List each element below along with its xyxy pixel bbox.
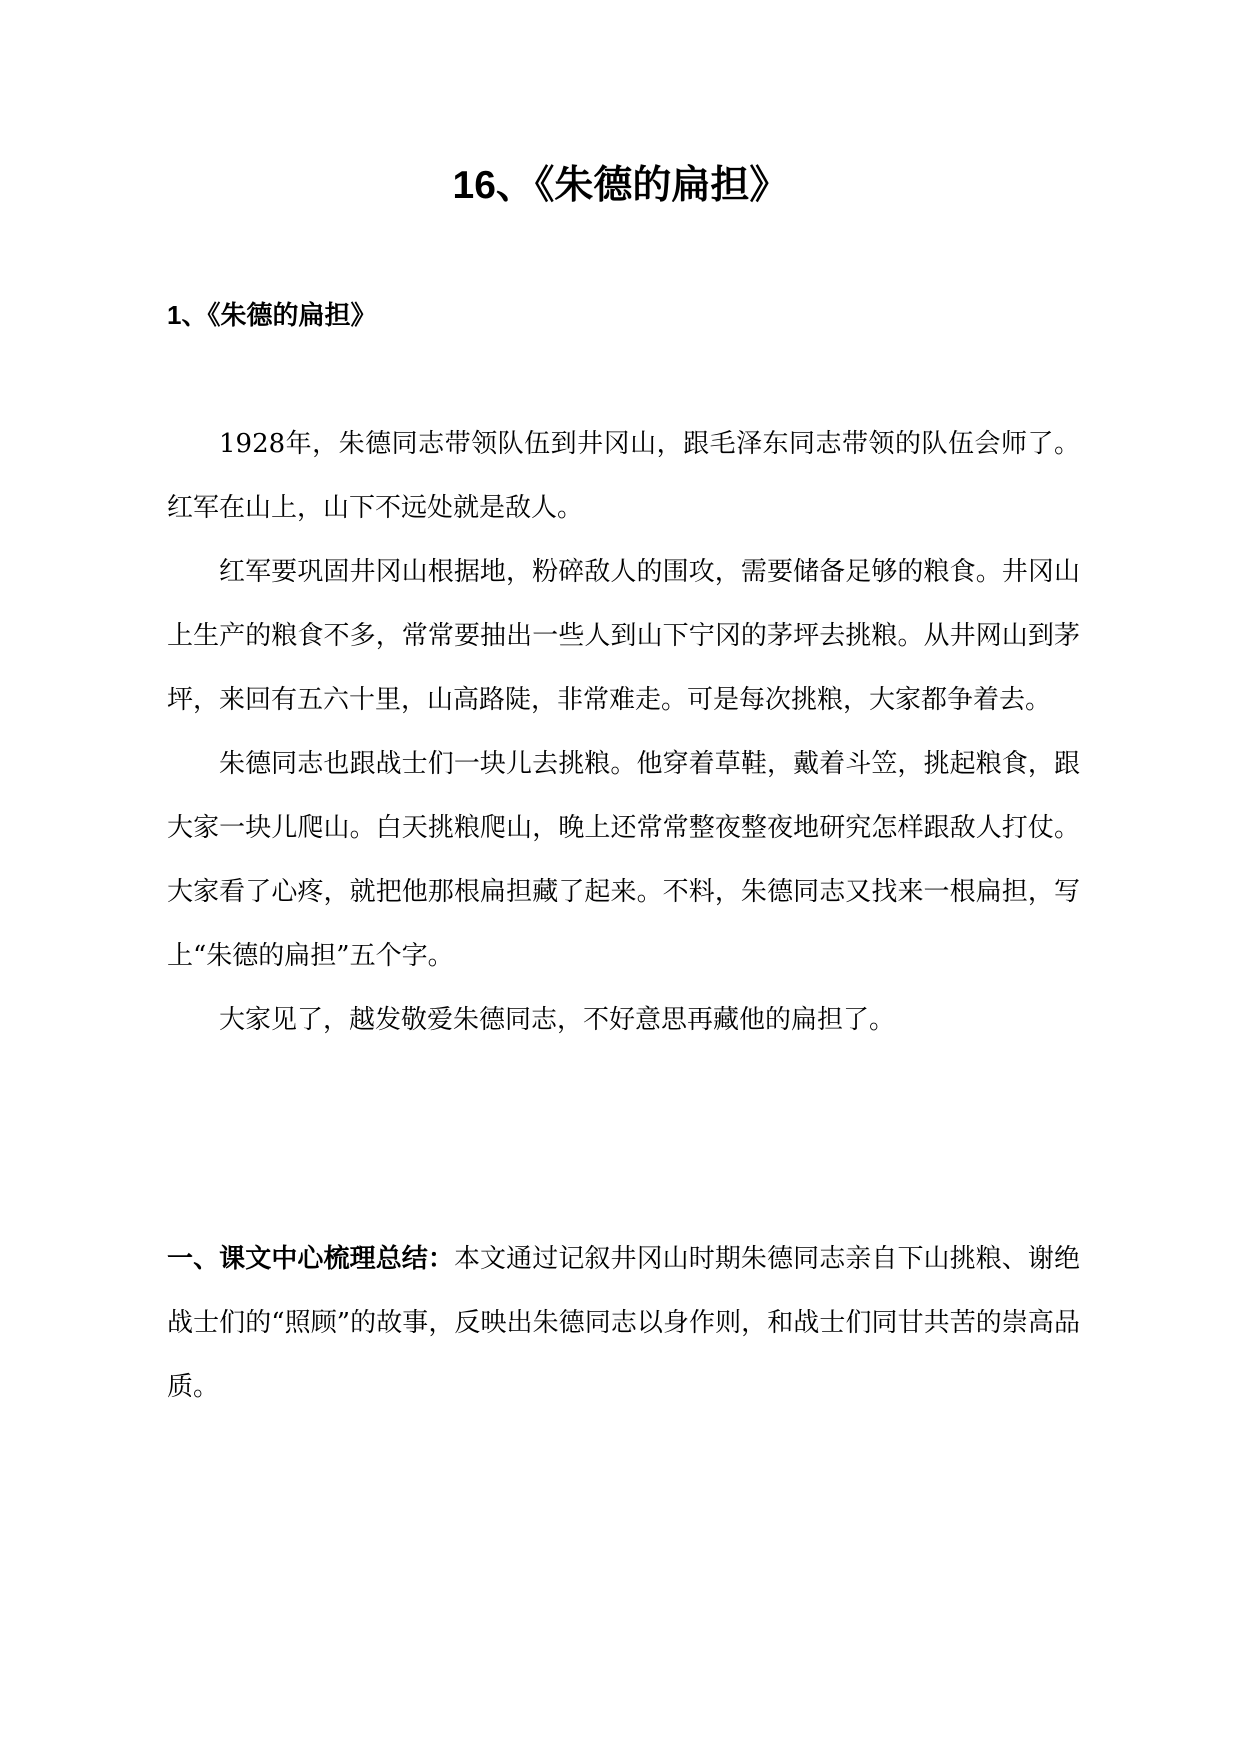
paragraph-1: 1928年，朱德同志带领队伍到井冈山，跟毛泽东同志带领的队伍会师了。红军在山上，山下不远处就是敌人。 [167,429,1080,523]
summary-block [167,1226,1080,1419]
summary-paragraph [167,1226,1080,1419]
story-text [167,412,1080,1052]
page-title: 16、《朱德的扁担》 [452,164,789,207]
paragraph-3: 朱德同志也跟战士们一块儿去挑粮。他穿着草鞋，戴着斗笠，挑起粮食，跟大家一块儿爬山。白天挑粮爬山，晚上还常常整夜整夜地研究怎样跟敌人打仗。大家看了心疼，就把他那根扁担藏了起来。不料，朱德同志又找来一根扁担，写上“朱德的扁担”五个字。 [167,749,1080,971]
section-heading: 1、《朱德的扁担》 [167,300,377,330]
paragraph-4: 大家见了，越发敬爱朱德同志，不好意思再藏他的扁担了。 [219,1005,896,1035]
summary-label: 一、课文中心梳理总结： [167,1243,454,1273]
summary-text: 本文通过记叙井冈山时期朱德同志亲自下山挑粮、谢绝战士们的“照顾”的故事，反映出朱德同志以身作则，和战士们同甘共苦的崇高品质。 [167,1244,1080,1402]
paragraph-2: 红军要巩固井冈山根据地，粉碎敌人的围攻，需要储备足够的粮食。井冈山上生产的粮食不多，常常要抽出一些人到山下宁冈的茅坪去挑粮。从井网山到茅坪，来回有五六十里，山高路陡，非常难走。可是每次挑粮，大家都争着去。 [167,557,1080,715]
